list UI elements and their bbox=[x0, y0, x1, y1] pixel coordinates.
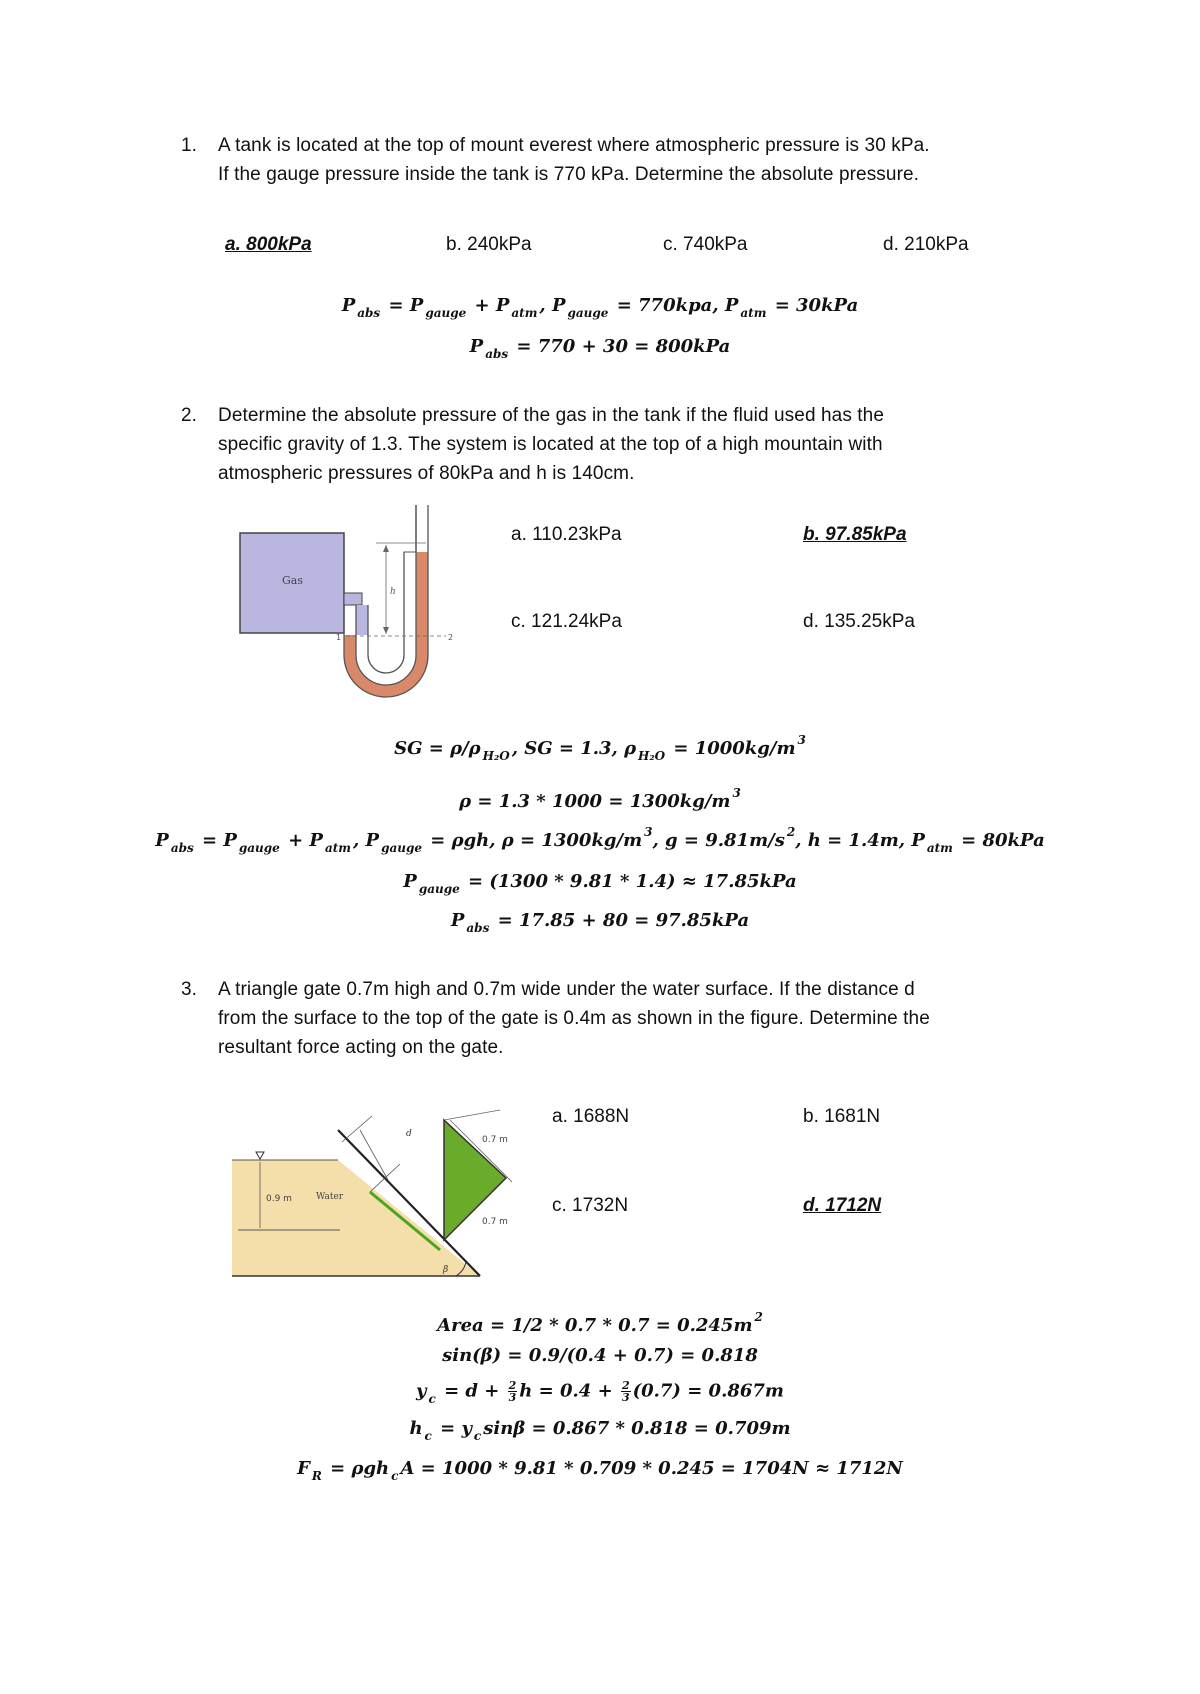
q2-option-a: a. 110.23kPa bbox=[511, 524, 622, 545]
d-dimension bbox=[360, 1130, 388, 1180]
gas-label: Gas bbox=[282, 574, 303, 587]
q2-option-c: c. 121.24kPa bbox=[511, 611, 622, 632]
gate-height-label: 0.7 m bbox=[482, 1217, 508, 1227]
q1-option-a: a. 800kPa bbox=[225, 234, 312, 255]
q2-equation-1: SG = ρ/ρ $_{H_2O}$ , SG = 1.3, ρ $_{H_2O}$ = 1000kg/m $^3$ bbox=[394, 733, 806, 763]
question-1-line: If the gauge pressure inside the tank is 770 kPa. Determine the absolute pressure. bbox=[218, 164, 920, 185]
depth-label: 0.9 m bbox=[266, 1194, 292, 1204]
question-1-line: A tank is located at the top of mount everest where atmospheric pressure is 30 kPa. bbox=[218, 135, 930, 156]
question-3-text bbox=[218, 975, 1098, 1062]
gas-column bbox=[356, 605, 368, 635]
q1-equation-1: P $_{abs}$ = P $_{gauge}$ + P $_{atm}$ , P $_{gauge}$ = 770kpa, P $_{atm}$ = 30kPa bbox=[341, 295, 859, 320]
question-2-number: 2. bbox=[181, 405, 198, 426]
beta-label: β bbox=[443, 1265, 449, 1275]
d-label: d bbox=[406, 1129, 412, 1139]
question-3-line: A triangle gate 0.7m high and 0.7m wide under the water surface. If the distance d bbox=[218, 979, 915, 1000]
question-2-line: specific gravity of 1.3. The system is located at the top of a high mountain with bbox=[218, 434, 883, 455]
question-2-text bbox=[218, 401, 1098, 488]
manometer-figure bbox=[236, 505, 476, 700]
q2-option-d: d. 135.25kPa bbox=[803, 611, 915, 632]
q1-option-d: d. 210kPa bbox=[883, 234, 969, 255]
q3-equation-2: sin(β) = 0.9/(0.4 + 0.7) = 0.818 bbox=[442, 1345, 758, 1366]
tank-pipe bbox=[344, 593, 362, 605]
question-1-number: 1. bbox=[181, 135, 198, 156]
water-region bbox=[232, 1160, 480, 1276]
surface-marker-icon bbox=[256, 1152, 264, 1159]
q2-option-b: b. 97.85kPa bbox=[803, 524, 907, 545]
q1-option-c: c. 740kPa bbox=[663, 234, 748, 255]
question-3-line: resultant force acting on the gate. bbox=[218, 1037, 504, 1058]
point-2-label: 2 bbox=[448, 633, 454, 642]
question-2-line: atmospheric pressures of 80kPa and h is 140cm. bbox=[218, 463, 635, 484]
q3-option-a: a. 1688N bbox=[552, 1106, 630, 1127]
point-1-label: 1 bbox=[336, 633, 342, 642]
question-2-line: Determine the absolute pressure of the gas in the tank if the fluid used has the bbox=[218, 405, 885, 426]
h-label: h bbox=[390, 587, 396, 597]
u-tube-inner-wall bbox=[368, 552, 416, 673]
q2-equation-4: P $_{gauge}$ = (1300 * 9.81 * 1.4) ≈ 17.85kPa bbox=[403, 871, 797, 896]
q3-equation-5: F $_R$ = ρgh $_c$ A = 1000 * 9.81 * 0.709 * 0.245 = 1704N ≈ 1712N bbox=[297, 1458, 903, 1483]
question-1-text bbox=[218, 131, 1098, 189]
question-3-number: 3. bbox=[181, 979, 198, 1000]
q2-equation-3: P $_{abs}$ = P $_{gauge}$ + P $_{atm}$ , P $_{gauge}$ = ρgh, ρ = 1300kg/m $^3$, g = 9.81m/s $^2$, h = 1.4m, P $_{atm}$ = 80kPa bbox=[155, 825, 1045, 855]
water-label: Water bbox=[316, 1192, 344, 1202]
triangle-gate-figure bbox=[230, 1100, 520, 1280]
question-3-line: from the surface to the top of the gate is 0.4m as shown in the figure. Determine the bbox=[218, 1008, 930, 1029]
q1-equation-2: P $_{abs}$ = 770 + 30 = 800kPa bbox=[469, 336, 731, 361]
q3-equation-3: y $_c$ = d + $\frac{2}{3}$ h = 0.4 + $\frac{2}{3}$ (0.7) = 0.867m bbox=[416, 1379, 784, 1406]
gate-width-label: 0.7 m bbox=[482, 1135, 508, 1145]
q3-option-d: d. 1712N bbox=[803, 1195, 882, 1216]
d-extension-line bbox=[342, 1116, 372, 1142]
q3-option-b: b. 1681N bbox=[803, 1106, 881, 1127]
q1-option-b: b. 240kPa bbox=[446, 234, 532, 255]
q3-equation-4: h $_c$ = y $_c$ sinβ = 0.867 * 0.818 = 0.709m bbox=[409, 1418, 791, 1443]
q2-equation-2: ρ = 1.3 * 1000 = 1300kg/m $^3$ bbox=[459, 786, 741, 812]
q3-option-c: c. 1732N bbox=[552, 1195, 629, 1216]
q2-equation-5: P $_{abs}$ = 17.85 + 80 = 97.85kPa bbox=[450, 910, 750, 935]
q3-equation-1: Area = 1/2 * 0.7 * 0.7 = 0.245m $^2$ bbox=[437, 1310, 763, 1336]
